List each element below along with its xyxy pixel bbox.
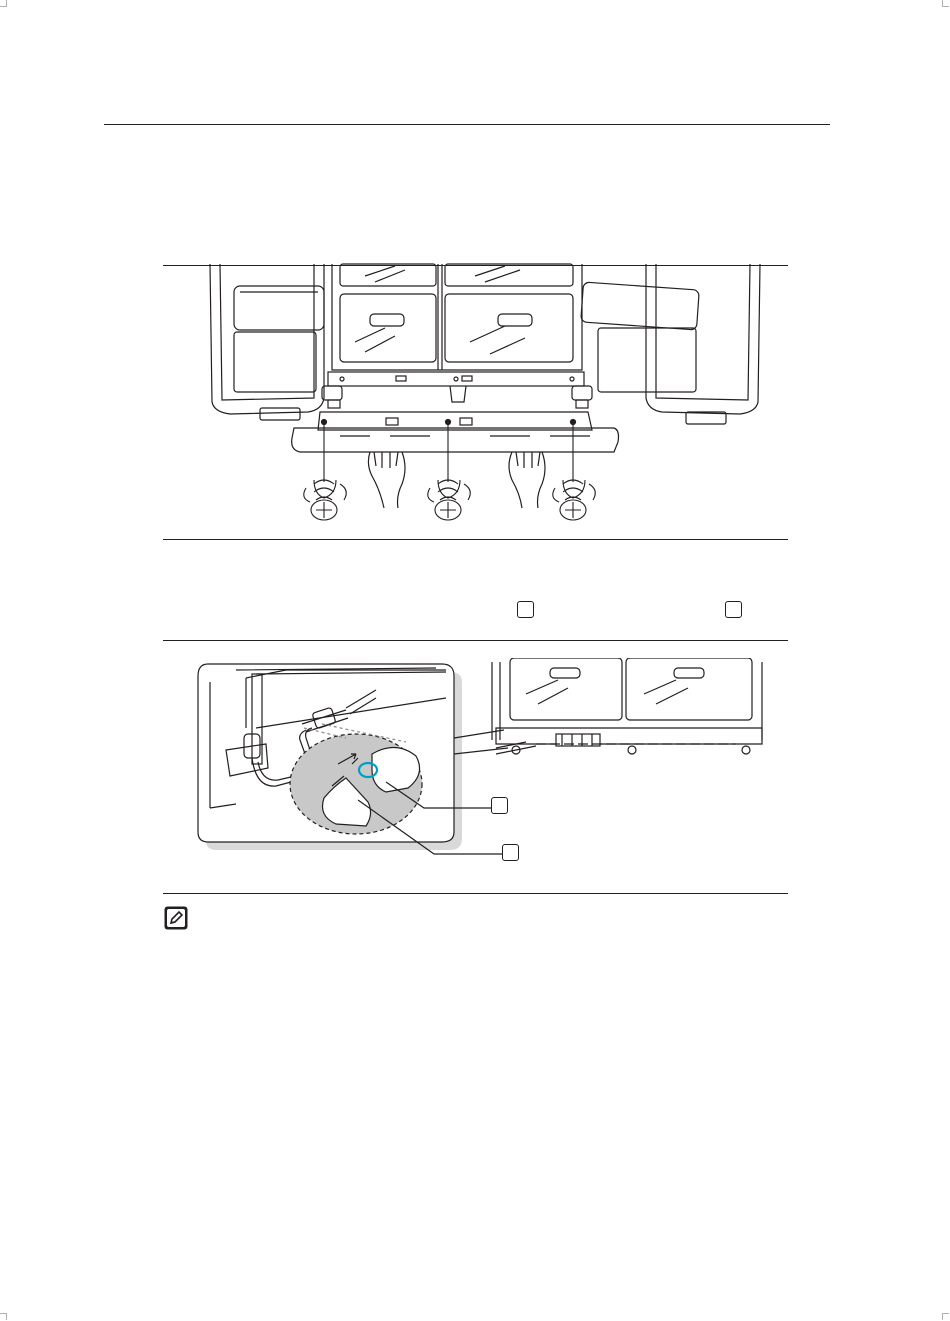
callout-2 <box>502 844 519 861</box>
callout-a <box>517 601 534 618</box>
section-rule-4 <box>163 893 788 894</box>
grille-removal-illustration <box>190 262 780 532</box>
crop-mark <box>942 0 949 7</box>
section-rule-2 <box>163 539 788 540</box>
crop-mark <box>0 0 7 7</box>
callout-b <box>725 601 742 618</box>
crop-mark <box>0 1313 7 1320</box>
water-line-detail-illustration <box>196 658 768 872</box>
crop-mark <box>942 1313 949 1320</box>
header-rule <box>104 124 830 125</box>
note-pencil-icon <box>164 906 188 930</box>
callout-1 <box>491 797 508 814</box>
section-rule-3 <box>163 640 788 641</box>
